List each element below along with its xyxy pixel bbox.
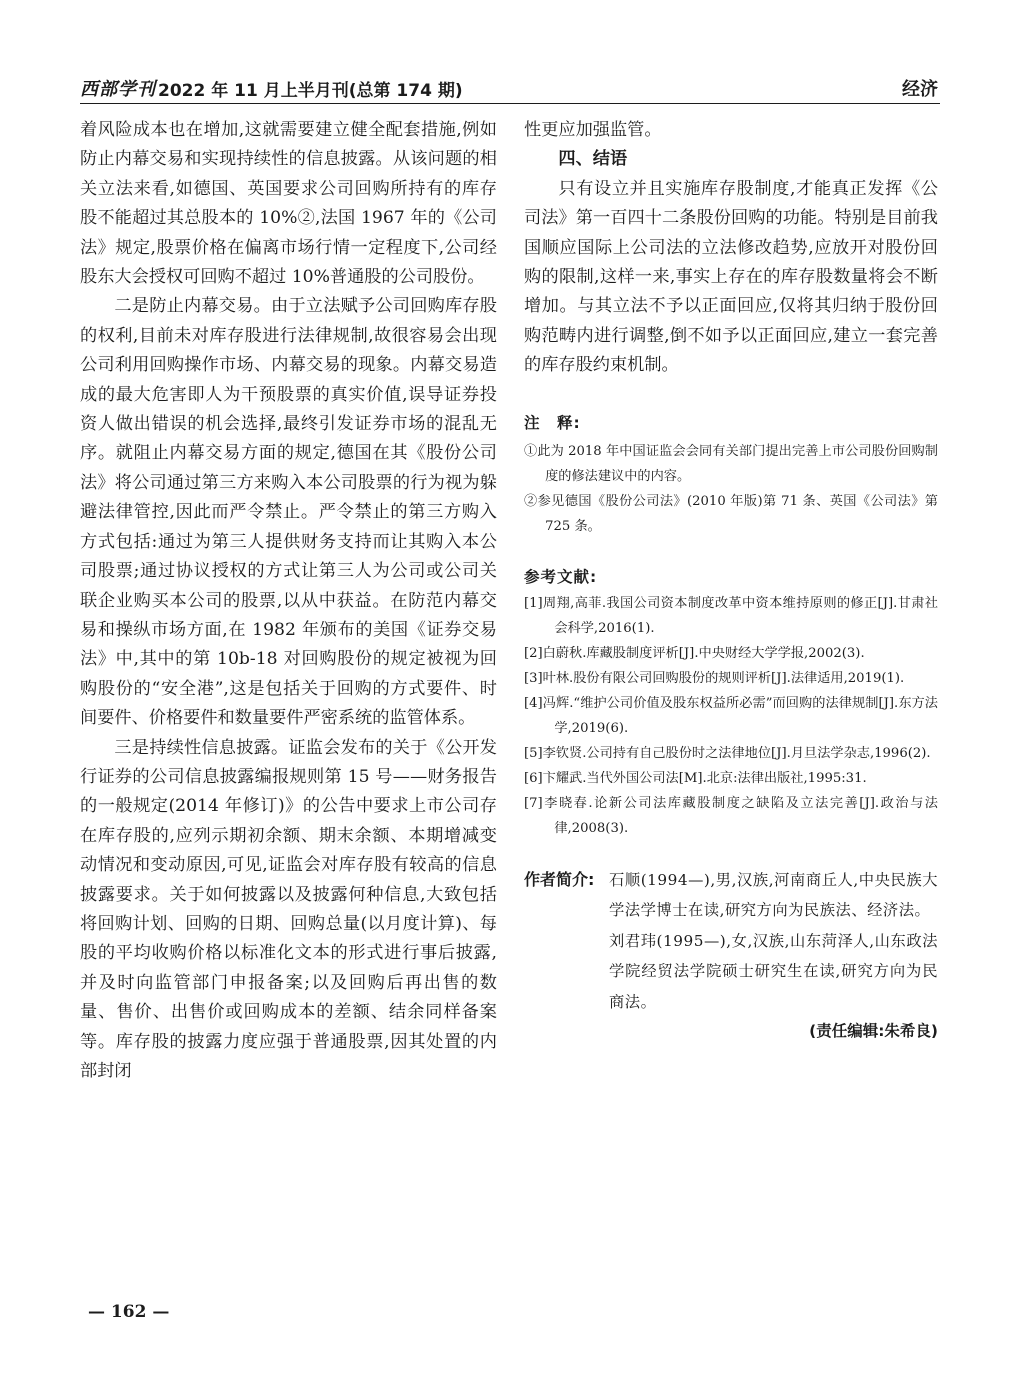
responsible-editor: (责任编辑:朱希良) <box>809 1022 938 1041</box>
body-paragraph: 着风险成本也在增加,这就需要建立健全配套措施,例如防止内幕交易和实现持续性的信息披露。从该问题的相关立法来看,如德国、英国要求公司回购所持有的库存股不能超过其总股本的 10%②,法国 1967 年的《公司法》规定,股票价格在偏离市场行情一定程度下,公司经股东大会授权可回购不超过 10%普通股的公司股份。 <box>80 120 497 288</box>
left-column <box>80 116 497 1086</box>
body-paragraph: 三是持续性信息披露。证监会发布的关于《公开发行证券的公司信息披露编报规则第 15 号——财务报告的一般规定(2014 年修订)》的公告中要求上市公司存在库存股的,应列示期初余额、期末余额、本期增减变动情况和变动原因,可见,证监会对库存股有较高的信息披露要求。关于如何披露以及披露何种信息,大致包括将回购计划、回购的日期、回购总量(以月度计算)、每股的平均收购价格以标准化文本的形式进行事后披露,并及时向监管部门申报备案;以及回购后再出售的数量、售价、出售价或回购成本的差额、结余同样备案等。库存股的披露力度应强于普通股票,因其处置的内部封闭 <box>80 737 497 1081</box>
conclusion-paragraph: 只有设立并且实施库存股制度,才能真正发挥《公司法》第一百四十二条股份回购的功能。特别是目前我国顺应国际上公司法的立法修改趋势,应放开对股份回购的限制,这样一来,事实上存在的库存股数量将会不断增加。与其立法不予以正面回应,仅将其归纳于股份回购范畴内进行调整,倒不如予以正面回应,建立一套完善的库存股约束机制。 <box>524 178 938 376</box>
page-number: — 162 — <box>88 1302 170 1322</box>
reference-item: [2]白蔚秋.库藏股制度评析[J].中央财经大学学报,2002(3). <box>524 645 865 661</box>
reference-item: [7]李晓春.论新公司法库藏股制度之缺陷及立法完善[J].政治与法律,2008(3). <box>524 795 938 836</box>
footnote: ②参见德国《股份公司法》(2010 年版)第 71 条、英国《公司法》第 725 条。 <box>524 493 938 534</box>
reference-item: [5]李钦贤.公司持有自己股份时之法律地位[J].月旦法学杂志,1996(2). <box>524 745 931 761</box>
reference-item: [6]卞耀武.当代外国公司法[M].北京:法律出版社,1995:31. <box>524 770 867 786</box>
section-label: 经济 <box>902 79 938 100</box>
body-paragraph: 二是防止内幕交易。由于立法赋予公司回购库存股的权利,目前未对库存股进行法律规制,故很容易会出现公司利用回购操作市场、内幕交易的现象。内幕交易造成的最大危害即人为干预股票的真实价值,误导证券投资人做出错误的机会选择,最终引发证券市场的混乱无序。就阻止内幕交易方面的规定,德国在其《股份公司法》将公司通过第三方来购入本公司股票的行为视为躲避法律管控,因此而严令禁止。严令禁止的第三方购入方式包括:通过为第三人提供财务支持而让其购入本公司股票;通过协议授权的方式让第三人为公司或公司关联企业购买本公司的股票,以从中获益。在防范内幕交易和操纵市场方面,在 1982 年颁布的美国《证券交易法》中,其中的第 10b-18 对回购股份的规定被视为回购股份的“安全港”,这是包括关于回购的方式要件、时间要件、价格要件和数量要件严密系统的监管体系。 <box>80 296 497 729</box>
continuation-paragraph: 性更应加强监管。 <box>524 120 662 140</box>
author-bio: 石顺(1994—),男,汉族,河南商丘人,中央民族大学法学博士在读,研究方向为民族法、经济法。 <box>609 870 938 920</box>
reference-item: [4]冯辉.“维护公司价值及股东权益所必需”而回购的法律规制[J].东方法学,2019(6). <box>524 695 938 736</box>
right-column <box>524 116 938 1041</box>
conclusion-heading: 四、结语 <box>558 149 628 170</box>
author-info <box>524 865 938 1018</box>
issue-info: 2022 年 11 月上半月刊(总第 174 期) <box>158 81 463 101</box>
reference-item: [3]叶林.股份有限公司回购股份的规则评析[J].法律适用,2019(1). <box>524 670 905 686</box>
author-label: 作者简介: <box>524 869 595 889</box>
notes-title: 注 释: <box>524 413 581 432</box>
author-bio: 刘君玮(1995—),女,汉族,山东菏泽人,山东政法学院经贸法学院硕士研究生在读,研究方向为民商法。 <box>609 931 938 1011</box>
reference-item: [1]周翔,高菲.我国公司资本制度改革中资本维持原则的修正[J].甘肃社会科学,2016(1). <box>524 595 938 636</box>
references-title: 参考文献: <box>524 567 598 586</box>
journal-logo: 西部学刊 <box>80 79 156 100</box>
footnote: ①此为 2018 年中国证监会会同有关部门提出完善上市公司股份回购制度的修法建议中的内容。 <box>524 443 938 484</box>
header-divider <box>80 103 940 104</box>
